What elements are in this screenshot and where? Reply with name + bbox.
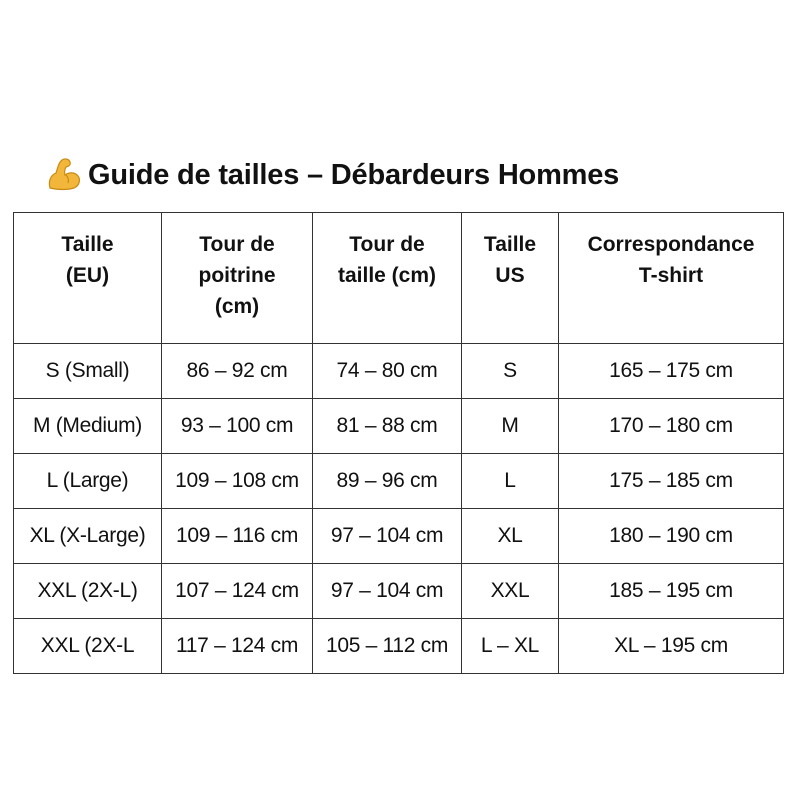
header-tour-de-taille: Tour de taille (cm)	[313, 213, 462, 344]
cell-taille-eu: S (Small)	[14, 344, 162, 399]
cell-tour-de-poitrine: 86 – 92 cm	[162, 344, 313, 399]
cell-tour-de-taille: 105 – 112 cm	[313, 619, 462, 674]
cell-correspondance-tshirt: 165 – 175 cm	[559, 344, 784, 399]
table-row	[14, 564, 784, 619]
cell-taille-eu: XXL (2X-L	[14, 619, 162, 674]
table-row	[14, 344, 784, 399]
cell-taille-eu: XXL (2X-L)	[14, 564, 162, 619]
table-row	[14, 454, 784, 509]
cell-correspondance-tshirt: 175 – 185 cm	[559, 454, 784, 509]
cell-tour-de-taille: 97 – 104 cm	[313, 564, 462, 619]
page-title-text: Guide de tailles – Débardeurs Hommes	[88, 158, 620, 191]
cell-tour-de-poitrine: 93 – 100 cm	[162, 399, 313, 454]
page-title	[44, 152, 619, 198]
cell-tour-de-taille: 97 – 104 cm	[313, 509, 462, 564]
table-header-row	[14, 213, 784, 344]
header-taille-us: Taille US	[462, 213, 559, 344]
cell-correspondance-tshirt: 170 – 180 cm	[559, 399, 784, 454]
cell-taille-us: XXL	[462, 564, 559, 619]
cell-correspondance-tshirt: XL – 195 cm	[559, 619, 784, 674]
cell-tour-de-taille: 81 – 88 cm	[313, 399, 462, 454]
cell-taille-us: L – XL	[462, 619, 559, 674]
header-tour-de-poitrine: Tour de poitrine (cm)	[162, 213, 313, 344]
cell-tour-de-taille: 74 – 80 cm	[313, 344, 462, 399]
cell-tour-de-poitrine: 117 – 124 cm	[162, 619, 313, 674]
cell-tour-de-poitrine: 107 – 124 cm	[162, 564, 313, 619]
cell-taille-eu: M (Medium)	[14, 399, 162, 454]
cell-tour-de-poitrine: 109 – 108 cm	[162, 454, 313, 509]
cell-taille-us: L	[462, 454, 559, 509]
header-correspondance-tshirt: Correspondance T-shirt	[559, 213, 784, 344]
cell-taille-us: M	[462, 399, 559, 454]
cell-tour-de-poitrine: 109 – 116 cm	[162, 509, 313, 564]
table-row	[14, 399, 784, 454]
flexed-biceps-icon	[44, 155, 84, 195]
cell-correspondance-tshirt: 185 – 195 cm	[559, 564, 784, 619]
table-row	[14, 509, 784, 564]
cell-tour-de-taille: 89 – 96 cm	[313, 454, 462, 509]
cell-taille-us: S	[462, 344, 559, 399]
header-taille-eu: Taille (EU)	[14, 213, 162, 344]
cell-taille-eu: L (Large)	[14, 454, 162, 509]
cell-taille-eu: XL (X-Large)	[14, 509, 162, 564]
cell-correspondance-tshirt: 180 – 190 cm	[559, 509, 784, 564]
size-table	[13, 212, 784, 674]
table-row	[14, 619, 784, 674]
cell-taille-us: XL	[462, 509, 559, 564]
